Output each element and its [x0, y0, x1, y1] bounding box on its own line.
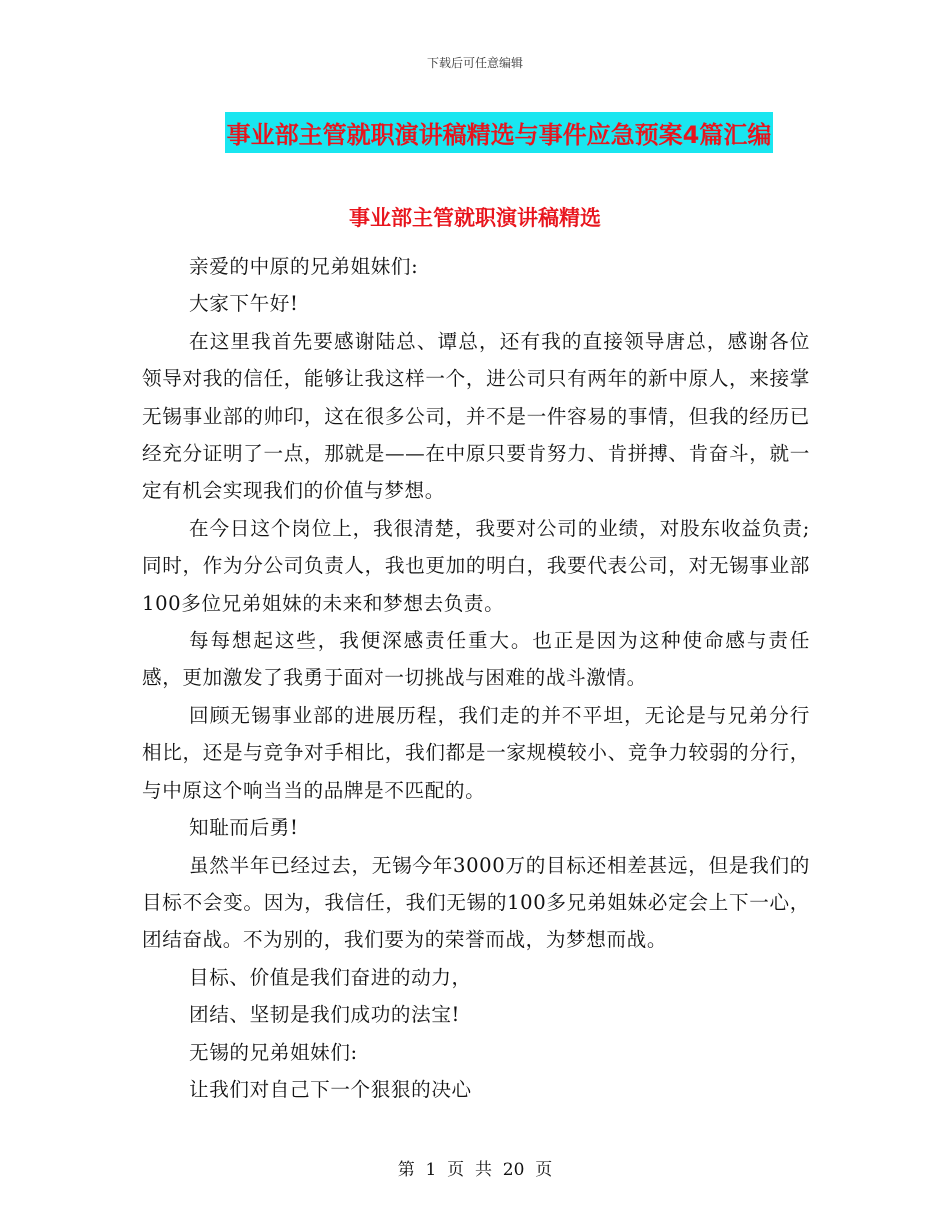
- paragraph: 亲爱的中原的兄弟姐妹们:: [189, 255, 419, 278]
- paragraph: 团结、坚韧是我们成功的法宝!: [189, 1003, 460, 1027]
- paragraph: 无锡的兄弟姐妹们:: [189, 1040, 358, 1064]
- section-title: 事业部主管就职演讲稿精选: [349, 206, 601, 230]
- paragraph: 让我们对自己下一个狠狠的决心: [189, 1077, 472, 1101]
- document-body: [142, 248, 810, 1108]
- paragraph: 回顾无锡事业部的进展历程，我们走的并不平坦，无论是与兄弟分行相比，还是与竞争对手相比，我们都是一家规模较小、竞争力较弱的分行，与中原这个响当当的品牌是不匹配的。: [142, 703, 810, 802]
- paragraph: 在今日这个岗位上，我很清楚，我要对公司的业绩，对股东收益负责;同时，作为分公司负责人，我也更加的明白，我要代表公司，对无锡事业部100多位兄弟姐妹的未来和梦想去负责。: [142, 516, 810, 615]
- header-note: 下载后可任意编辑: [426, 56, 523, 70]
- paragraph: 目标、价值是我们奋进的动力，: [189, 965, 472, 989]
- paragraph: 每每想起这些，我便深感责任重大。也正是因为这种使命感与责任感，更加激发了我勇于面对一切挑战与困难的战斗激情。: [142, 629, 810, 690]
- document-title: 事业部主管就职演讲稿精选与事件应急预案4篇汇编: [225, 112, 774, 153]
- paragraph: 在这里我首先要感谢陆总、谭总，还有我的直接领导唐总，感谢各位领导对我的信任，能够让我这样一个，进公司只有两年的新中原人，来接掌无锡事业部的帅印，这在很多公司，并不是一件容易的事情，但我的经历已经充分证明了一点，那就是——在中原只要肯努力、肯拼搏、肯奋斗，就一定有机会实现我们的价值与梦想。: [142, 329, 810, 503]
- paragraph: 虽然半年已经过去，无锡今年3000万的目标还相差甚远，但是我们的目标不会变。因为，我信任，我们无锡的100多兄弟姐妹必定会上下一心，团结奋战。不为别的，我们要为的荣誉而战，为梦想而战。: [142, 853, 810, 952]
- paragraph: 大家下午好!: [189, 292, 299, 316]
- document-title-container: [0, 112, 950, 153]
- paragraph: 知耻而后勇!: [189, 816, 299, 840]
- page-footer: 第 1 页 共 20 页: [397, 1160, 553, 1180]
